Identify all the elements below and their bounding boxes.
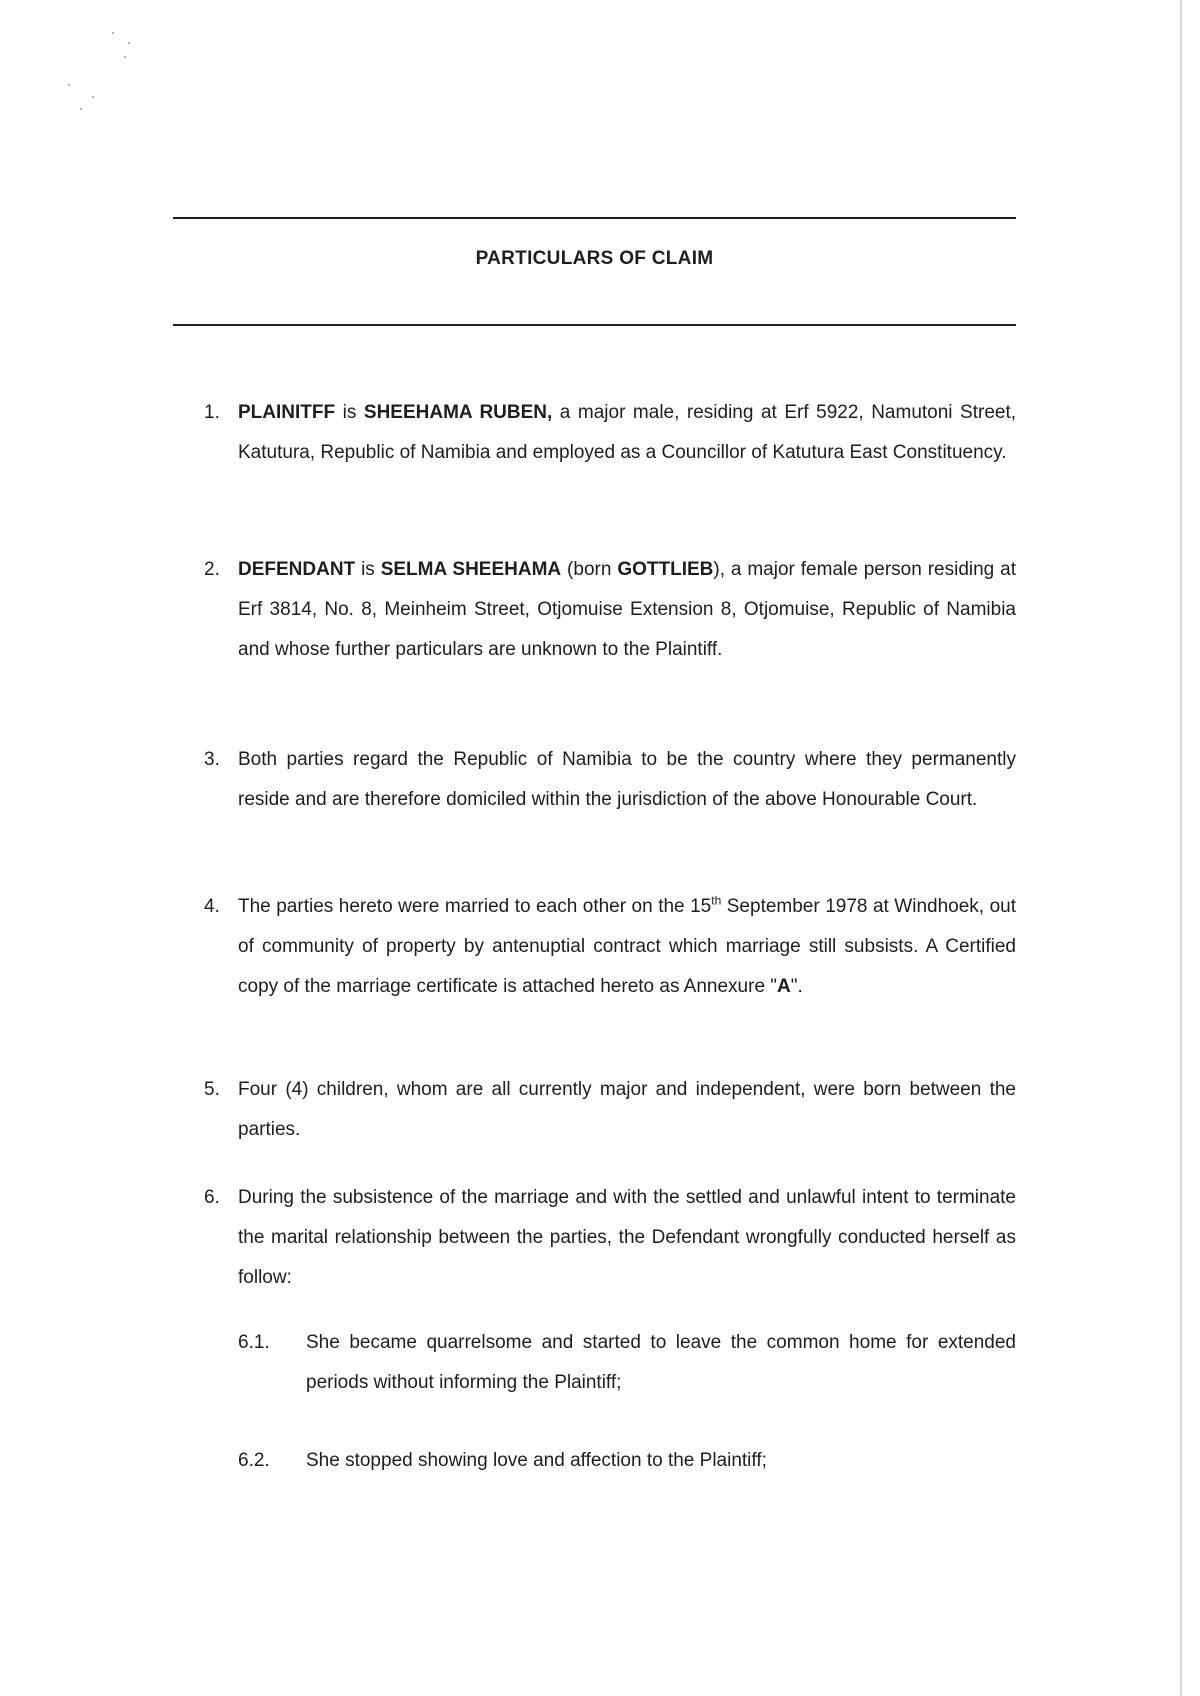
paragraph-text [238,887,1016,1007]
subparagraph-number: 6.1. [238,1332,270,1353]
scan-speck [68,84,70,86]
paragraph-number: 4. [204,896,220,917]
text-run: ". [790,976,803,997]
subparagraph-text: She stopped showing love and affection to the Plaintiff; [306,1450,767,1471]
paragraph-number: 6. [204,1187,220,1208]
text-run: is [355,559,381,580]
superscript-run: th [711,893,722,908]
bold-text-run: GOTTLIEB [617,559,714,580]
text-run: ), a major female person residing at Erf 3814, No. 8, Meinheim Street, Otjomuise Extension 8, Otjomuise, Republic of Namibia and whose further particulars are unknown to the Plaintiff. [238,559,1016,660]
bold-text-run: SELMA SHEEHAMA [380,559,562,580]
text-run: a major male, residing at Erf 5922, Namutoni Street, Katutura, Republic of Namibia and employed as a Councillor of Katutura East Constituency. [238,402,1017,463]
paragraph-text [238,393,1016,473]
paragraph-number: 3. [204,749,220,770]
paragraph-number: 2. [204,559,220,580]
text-run: (born [561,559,618,580]
paragraph-number: 5. [204,1079,220,1100]
page-edge [1180,0,1182,1696]
subparagraph-6-1 [238,1323,1016,1403]
paragraph-text [238,1178,1016,1298]
paragraph-text [238,1070,1016,1150]
paragraph-number: 1. [204,402,220,423]
text-run: September 1978 at Windhoek, out of community of property by antenuptial contract which marriage still subsists. A Certified copy of the marriage certificate is attached hereto as Annexure " [238,896,1016,997]
text-run: The parties hereto were married to each other on the 15 [238,896,712,917]
scan-speck [80,108,82,110]
text-run: Four (4) children, whom are all currently major and independent, were born between the parties. [238,1079,1016,1140]
paragraph-6 [204,1178,1016,1298]
paragraph-2 [204,550,1016,670]
text-run: Both parties regard the Republic of Namibia to be the country where they permanently reside and are therefore domiciled within the jurisdiction of the above Honourable Court. [238,749,1016,810]
subparagraph-6-2 [238,1441,1016,1481]
paragraph-3 [204,740,1016,820]
scan-speck [92,96,94,98]
text-run: is [335,402,364,423]
paragraph-5 [204,1070,1016,1150]
top-rule [173,217,1016,219]
bold-text-run: A [777,976,791,997]
text-run: During the subsistence of the marriage and with the settled and unlawful intent to terminate the marital relationship between the parties, the Defendant wrongfully conducted herself as follow: [238,1187,1016,1288]
bottom-rule [173,324,1016,326]
bold-text-run: DEFENDANT [238,559,356,580]
scan-speck [128,42,130,44]
subparagraph-number: 6.2. [238,1450,270,1471]
scan-speck [112,32,114,34]
page-title: PARTICULARS OF CLAIM [475,248,714,269]
subparagraph-text: She became quarrelsome and started to leave the common home for extended periods without informing the Plaintiff; [306,1332,1016,1393]
paragraph-text [238,550,1016,670]
scan-speck [124,56,126,58]
paragraph-text [238,740,1016,820]
bold-text-run: PLAINITFF [238,402,336,423]
paragraph-1 [204,393,1016,473]
paragraph-4 [204,887,1016,1007]
bold-text-run: SHEEHAMA RUBEN, [363,402,553,423]
